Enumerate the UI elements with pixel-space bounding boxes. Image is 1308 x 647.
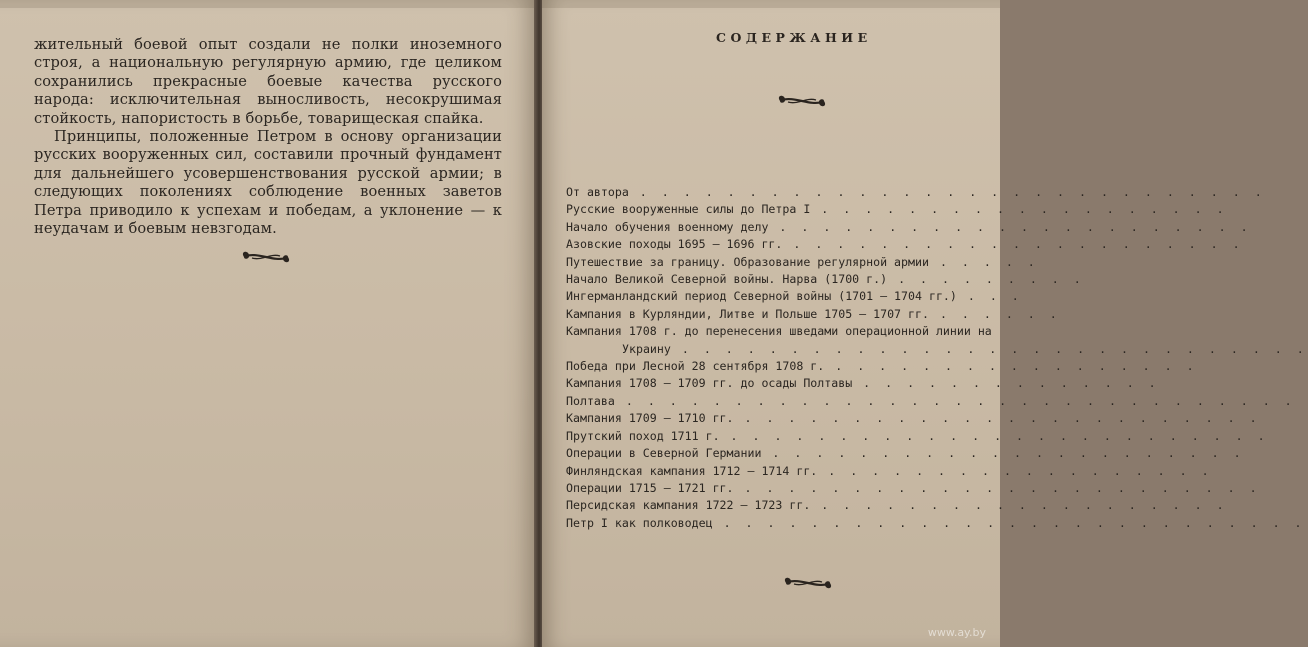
toc-leader-dots: . . . . . . . . . . . . . . . . . . . . . . . .	[733, 411, 1261, 426]
toc-leader-dots: . . . . . . . . . . . . . . . . . . .	[810, 498, 1228, 513]
paragraph-1: жительный боевой опыт создали не полки иноземного строя, а национальную регулярную армию, где целиком сохранились прекрасные боевые качества русского народа: исключительная выносливость, несокрушимая стойкость, напористость в борьбе, товарищеская спайка.	[34, 36, 502, 127]
page-shadow	[542, 0, 1000, 8]
toc-entry-title: Победа при Лесной 28 сентября 1708 г.	[566, 359, 825, 374]
toc-entry	[566, 306, 1061, 323]
toc-entry-title: Русские вооруженные силы до Петра I	[566, 202, 811, 217]
toc-entry-title: Кампания в Курляндии, Литве и Польше 1705 — 1707 гг.	[566, 306, 929, 321]
toc-entry-title: Операции в Северной Германии	[566, 446, 762, 461]
toc-leader-dots: . . . . . . . . . . . . . . . . . . . . . .	[768, 219, 1252, 234]
toc-entry	[566, 341, 1308, 358]
toc-entry-title: От автора	[566, 185, 629, 199]
toc-entry-title: Финляндская кампания 1712 — 1714 гг.	[566, 463, 818, 478]
toc-leader-dots: . . . . . . . . . . . . . . . . . . .	[810, 202, 1228, 217]
toc-entry	[566, 236, 1244, 253]
page-shadow	[0, 0, 536, 8]
toc-leader-dots: . . . . . . . . . . . . . . . . . .	[817, 463, 1213, 478]
toc-leader-dots: . . . . . . . . . . . . . . . . . . . . . . . . . . . . .	[670, 341, 1308, 356]
toc-entry	[566, 445, 1245, 462]
toc-entry	[566, 497, 1228, 514]
toc-entry	[566, 358, 1198, 375]
toc-leader-dots: . . . . . . . . .	[887, 272, 1085, 287]
toc-entry	[566, 393, 1296, 410]
toc-leader-dots: . . . . . . . . . . . . . . . . . . . . . . . . .	[719, 428, 1269, 443]
toc-leader-dots: . . . . . . . . . . . . . . . . . . . . . . . . . . .	[712, 515, 1306, 530]
toc-entry-title: Кампания 1708 — 1709 гг. до осады Полтавы	[566, 376, 853, 391]
toc-entry	[566, 219, 1252, 236]
toc-entry	[566, 410, 1261, 427]
toc-entry-title: Операции 1715 — 1721 гг.	[566, 480, 734, 495]
toc-entry	[566, 463, 1213, 480]
toc-leader-dots: . . . . . . . . . . . . . .	[852, 376, 1160, 391]
ornament-footer-icon	[778, 574, 838, 592]
toc-leader-dots: . . . . . . . . . . . . . . . . .	[824, 359, 1198, 374]
toc-entry-title: Прутский поход 1711 г.	[566, 428, 720, 443]
toc-leader-dots: . . . . . .	[928, 306, 1061, 321]
toc-entry	[566, 515, 1306, 532]
toc-leader-dots: . . . . . . . . . . . . . . . . . . . . . . . . . . . . . . .	[614, 393, 1296, 408]
toc-leader-dots: . . . . . . . . . . . . . . . . . . . . . .	[761, 446, 1245, 461]
body-text	[34, 36, 502, 238]
watermark: www.ay.by	[927, 626, 986, 639]
table-of-contents	[566, 184, 1308, 532]
toc-entry-title: Начало Великой Северной войны. Нарва (1700 г.)	[566, 272, 888, 287]
ornament-divider-icon	[236, 248, 296, 266]
toc-entry	[566, 288, 1023, 305]
toc-entry-title: Путешествие за границу. Образование регулярной армии	[566, 254, 929, 269]
toc-entry-title: Петр I как полководец	[566, 515, 713, 530]
toc-entry-title: Азовские походы 1695 — 1696 гг.	[566, 237, 783, 252]
toc-entry-title: Полтава	[566, 393, 615, 408]
toc-leader-dots: . . . . . . . . . . . . . . . . . . . . . . . .	[733, 480, 1261, 495]
toc-leader-dots: . . . . . . . . . . . . . . . . . . . . . . . . . . . . .	[628, 185, 1266, 199]
toc-entry-title: Ингерманландский период Северной войны (1701 — 1704 гг.)	[566, 289, 957, 304]
toc-entry	[566, 480, 1261, 497]
toc-entry-title: Кампания 1708 г. до перенесения шведами операционной линии на	[566, 324, 992, 339]
toc-entry-title: Начало обучения военному делу	[566, 219, 769, 234]
toc-leader-dots: . . . . . . . . . . . . . . . . . . . . .	[782, 237, 1244, 252]
paragraph-2: Принципы, положенные Петром в основу организации русских вооруженных сил, составили прочный фундамент для дальнейшего усовершенствования русской армии; в следующих поколениях соблюдение военных заветов Петра приводило к успехам и победам, а уклонение — к неудачам и боевым невзгодам.	[34, 128, 502, 238]
toc-leader-dots: . . .	[956, 289, 1023, 304]
toc-title: СОДЕРЖАНИЕ	[716, 30, 872, 45]
toc-entry-title: Украину	[622, 341, 671, 356]
toc-entry	[566, 184, 1266, 201]
toc-entry-title: Персидская кампания 1722 — 1723 гг.	[566, 498, 811, 513]
toc-entry	[566, 428, 1269, 445]
toc-entry	[566, 375, 1160, 392]
toc-leader-dots: . . . . .	[928, 254, 1039, 269]
toc-entry	[566, 201, 1228, 218]
toc-entry	[566, 271, 1085, 288]
toc-entry	[566, 254, 1039, 271]
ornament-header-icon	[772, 92, 832, 110]
left-page	[0, 0, 536, 647]
toc-entry	[566, 323, 1006, 340]
toc-entry-title: Кампания 1709 — 1710 гг.	[566, 411, 734, 426]
